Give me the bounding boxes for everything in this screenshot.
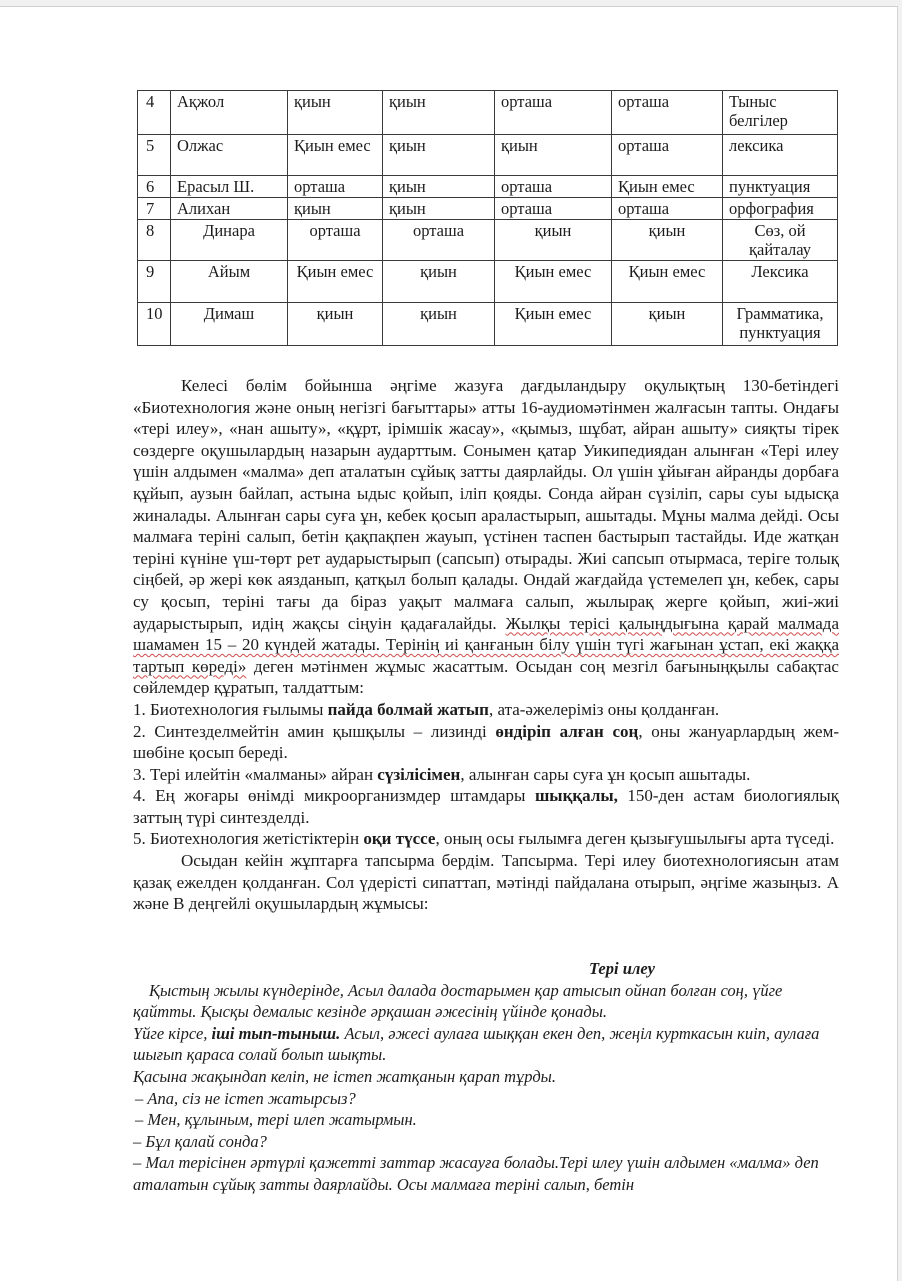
cell: орташа xyxy=(383,220,495,261)
cell: орташа xyxy=(612,135,723,176)
cell: қиын xyxy=(495,135,612,176)
error-type: орфография xyxy=(723,198,838,220)
cell: орташа xyxy=(288,176,383,198)
list-item xyxy=(133,764,839,786)
cell: орташа xyxy=(288,220,383,261)
student-story xyxy=(133,958,839,1196)
table-row xyxy=(138,198,838,220)
student-name: Алихан xyxy=(171,198,288,220)
error-type: Тыныс белгілер xyxy=(723,91,838,135)
dialog-line: – Мен, құлыным, тері илеп жатырмын. xyxy=(135,1110,417,1130)
row-number: 5 xyxy=(138,135,171,176)
list-item xyxy=(133,785,839,828)
story-paragraph xyxy=(133,1023,839,1066)
student-name: Димаш xyxy=(171,303,288,346)
item-text: 4. Ең жоғары өнімді микроорганизмдер штамдары xyxy=(133,786,535,806)
cell: қиын xyxy=(383,91,495,135)
document-page xyxy=(0,6,898,1281)
cell: қиын xyxy=(288,198,383,220)
cell: Қиын емес xyxy=(495,261,612,303)
table-row xyxy=(138,220,838,261)
item-text: 1. Биотехнология ғылымы xyxy=(133,699,328,719)
story-paragraph: Қыстың жылы күндерінде, Асыл далада достарымен қар атысып ойнап болған соң, үйге қайтты. Қысқы демалыс кезінде әрқашан әжесінің үйінде қонады. xyxy=(133,980,783,1022)
row-number: 4 xyxy=(138,91,171,135)
student-name: Ерасыл Ш. xyxy=(171,176,288,198)
cell: орташа xyxy=(495,176,612,198)
item-text: , оны жануарлардың жем-шөбіне қосып береді. xyxy=(133,721,839,763)
item-bold: оқи түссе xyxy=(363,829,436,849)
student-name: Ақжол xyxy=(171,91,288,135)
cell: қиын xyxy=(383,135,495,176)
error-type: Лексика xyxy=(723,261,838,303)
story-paragraph: Қасына жақындап келіп, не істеп жатқанын қарап тұрды. xyxy=(133,1066,556,1086)
item-bold: сүзілісімен xyxy=(377,764,461,784)
cell: Қиын емес xyxy=(612,261,723,303)
story-text: Үйге кірсе, xyxy=(133,1023,212,1043)
cell: қиын xyxy=(383,176,495,198)
cell: орташа xyxy=(612,198,723,220)
cell: қиын xyxy=(383,303,495,346)
item-text: , алынған сары суға ұн қосып ашытады. xyxy=(460,764,751,784)
list-item xyxy=(133,828,839,850)
student-name: Айым xyxy=(171,261,288,303)
error-type: пунктуация xyxy=(723,176,838,198)
table-row xyxy=(138,91,838,135)
table-row xyxy=(138,303,838,346)
row-number: 9 xyxy=(138,261,171,303)
list-item xyxy=(133,721,839,764)
spellcheck-underlined-text: Жылқы терісі қалыңдығына қарай малмада шамамен 15 – 20 күндей жатады. Терінің иі қанғанын білу үшін түгі жағынан ұстап, екі жаққа тартып көреді» xyxy=(133,613,839,676)
cell: қиын xyxy=(495,220,612,261)
cell: қиын xyxy=(612,220,723,261)
cell: орташа xyxy=(495,198,612,220)
cell: Қиын емес xyxy=(612,176,723,198)
cell: Қиын емес xyxy=(288,261,383,303)
error-type: Грамматика, пунктуация xyxy=(723,303,838,346)
paragraph-intro xyxy=(133,375,839,699)
main-text xyxy=(133,375,839,915)
item-bold: пайда болмай жатып xyxy=(327,699,489,719)
dialog-line: – Бұл қалай сонда? xyxy=(133,1131,267,1151)
row-number: 10 xyxy=(138,303,171,346)
error-type: Сөз, ой қайталау xyxy=(723,220,838,261)
paragraph-text: Келесі бөлім бойынша әңгіме жазуға дағдыландыру оқулықтың 130-бетіндегі «Биотехнология және оның негізгі бағыттары» атты 16-аудиомәтінмен жалғасын тапты. Ондағы «тері илеу», «нан ашыту», «құрт, ірімшік жасау», «қымыз, шұбат, айран ашыту» сияқты тірек сөздерге оқушылардың назарын аударттым. Сонымен қатар Уикипедиядан алынған «Тері илеу үшін алдымен «малма» деп аталатын сұйық затты даярлайды. Ол үшін ұйыған айранды дорбаға құйып, аузын байлап, астына ыдыс қойып, іліп қояды. Сонда айран сүзіліп, сары суы ыдысқа жиналады. Алынған сары суға ұн, кебек қосып араластырып, ашытады. Мұны малма дейді. Осы малмаға теріні салып, бетін қақпақпен жауып, үстінен таспен бастырып тастайды. Иде жатқан теріні күніне үш-төрт рет аударыстырып (сапсып) отырады. Жиі сапсып отырмаса, теріге толық сіңбей, әр жері көк аязданып, қатқыл болып қалады. Ондай жағдайда үстемелеп ұн, кебек, сары су қосып, теріні тағы да біраз уақыт малмаға салып, жылырақ жерге қойып, жиі-жиі аударыстырып, идің жақсы сіңуін қадағалайды. xyxy=(133,376,839,633)
dialog-line: – Апа, сіз не істеп жатырсыз? xyxy=(135,1088,356,1108)
row-number: 6 xyxy=(138,176,171,198)
item-text: 2. Синтезделмейтін амин қышқылы – лизинді xyxy=(133,721,496,741)
cell: қиын xyxy=(288,91,383,135)
row-number: 8 xyxy=(138,220,171,261)
cell: орташа xyxy=(495,91,612,135)
item-text: , оның осы ғылымға деген қызығушылығы арта түседі. xyxy=(435,829,835,849)
story-text: Асыл, әжесі аулаға шыққан екен деп, жеңіл курткасын киіп, аулаға шығып қараса солай болып шықты. xyxy=(133,1023,820,1065)
item-bold: шыққалы, xyxy=(534,786,618,806)
list-item xyxy=(133,699,839,721)
student-name: Динара xyxy=(171,220,288,261)
student-difficulty-table xyxy=(137,90,838,346)
item-text: 3. Тері илейтін «малманы» айран xyxy=(133,764,378,784)
item-text: 5. Биотехнология жетістіктерін xyxy=(133,829,364,849)
story-title: Тері илеу xyxy=(588,959,655,978)
item-bold: өндіріп алған соң xyxy=(495,721,639,741)
story-bold: іші тып-тыныш. xyxy=(211,1023,341,1043)
paragraph-task: Осыдан кейін жұптарға тапсырма бердім. Тапсырма. Тері илеу биотехнологиясын атам қазақ ежелден қолданған. Сол үдерісті сипаттап, мәтінді пайдалана отырып, әңгіме жазыңыз. А және В деңгейлі оқушылардың жұмысы: xyxy=(133,851,839,914)
table-row xyxy=(138,261,838,303)
cell: орташа xyxy=(612,91,723,135)
cell: қиын xyxy=(288,303,383,346)
cell: қиын xyxy=(612,303,723,346)
error-type: лексика xyxy=(723,135,838,176)
cell: қиын xyxy=(383,198,495,220)
cell: Қиын емес xyxy=(288,135,383,176)
table-row xyxy=(138,135,838,176)
paragraph-text: деген мәтінмен жұмыс жасаттым. Осыдан соң мезгіл бағыныңқылы сабақтас сөйлемдер құратып, талдаттым: xyxy=(133,656,839,698)
item-text: 150-ден астам биологиялық заттың түрі синтезделді. xyxy=(133,786,839,827)
cell: қиын xyxy=(383,261,495,303)
item-text: , ата-әжелеріміз оны қолданған. xyxy=(488,699,720,719)
student-name: Олжас xyxy=(171,135,288,176)
dialog-line: – Мал терісінен әртүрлі қажетті заттар жасауға болады.Тері илеу үшін алдымен «малма» деп аталатын сұйық затты даярлайды. Осы малмаға теріні салып, бетін xyxy=(133,1153,819,1194)
row-number: 7 xyxy=(138,198,171,220)
table-row xyxy=(138,176,838,198)
cell: Қиын емес xyxy=(495,303,612,346)
